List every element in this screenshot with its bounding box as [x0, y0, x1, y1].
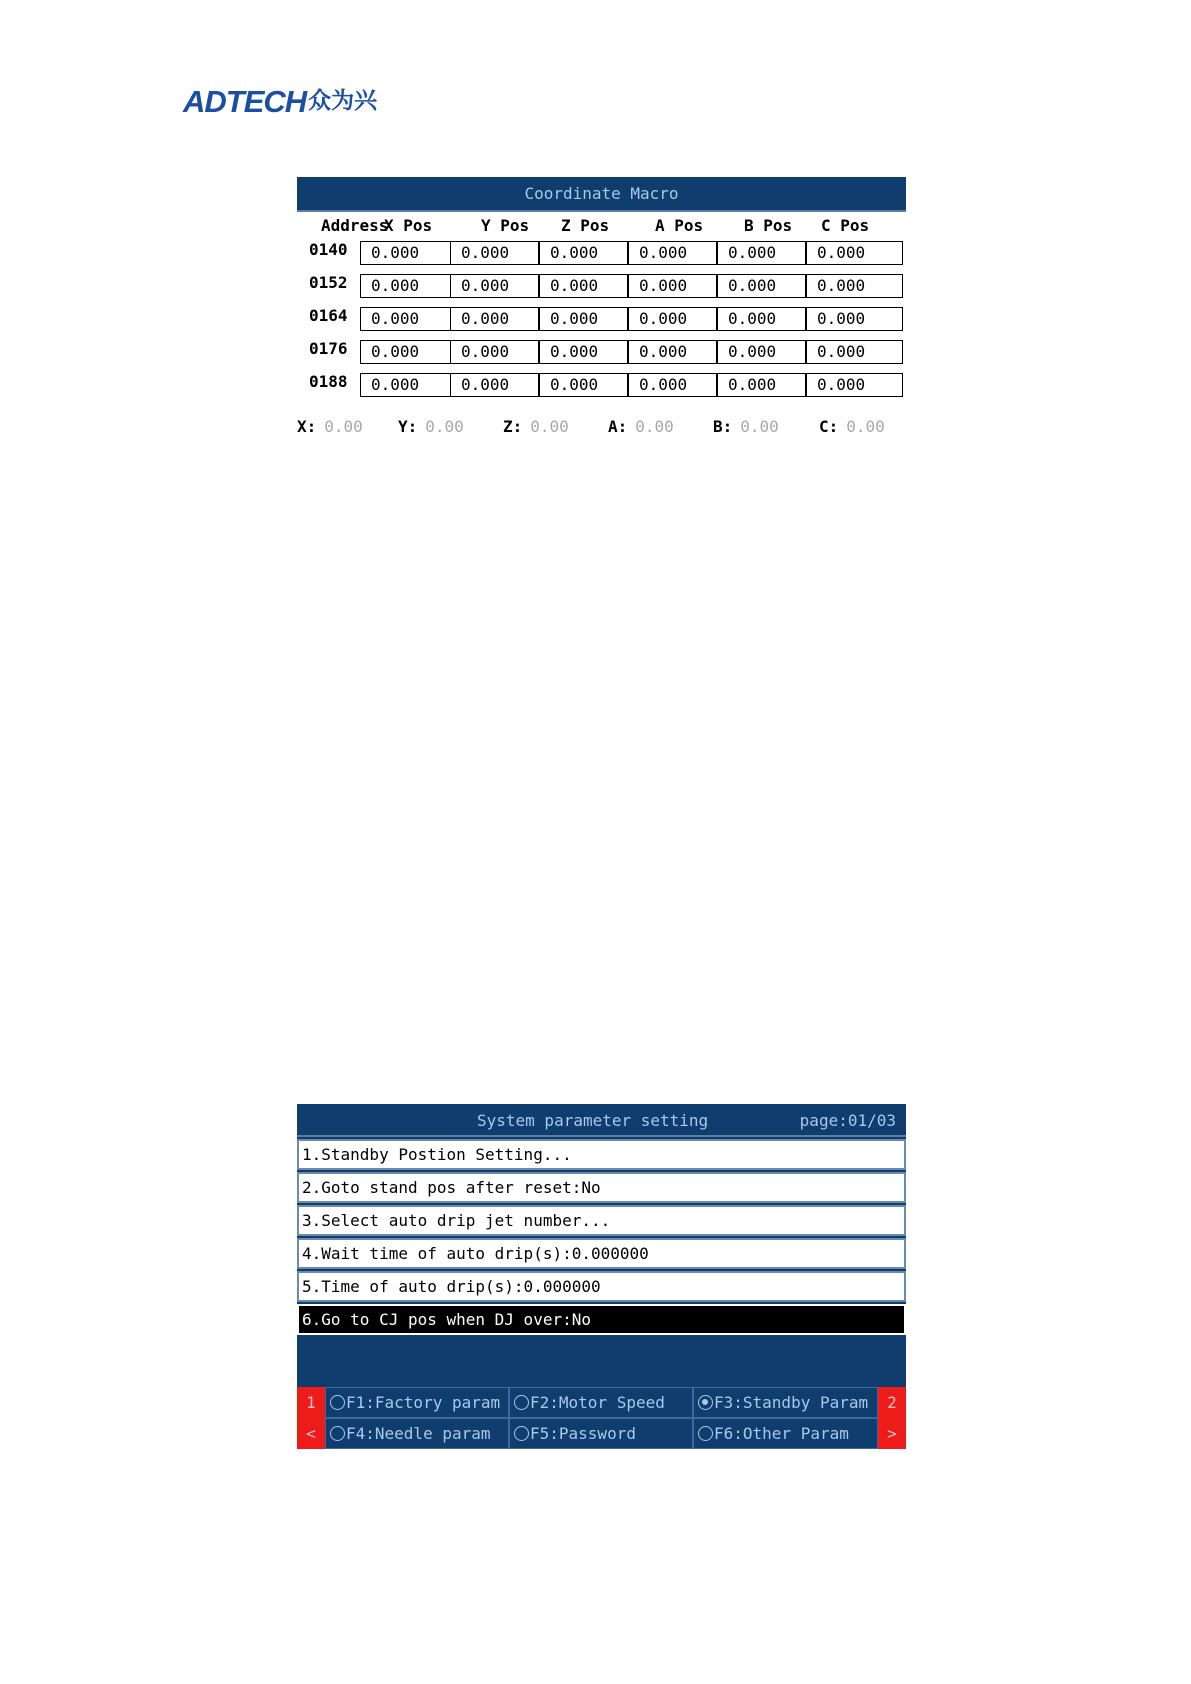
coordinate-input[interactable]: 0.000	[539, 373, 628, 397]
coordinate-input[interactable]: 0.000	[806, 274, 903, 298]
axis-label: X:	[297, 417, 317, 436]
axis-readout	[503, 417, 569, 437]
logo-wordmark: ADTECH	[183, 84, 307, 119]
coordinate-input[interactable]: 0.000	[628, 373, 717, 397]
axis-value: 0.00	[846, 417, 885, 436]
coordinate-input[interactable]: 0.000	[360, 307, 456, 331]
logo-cjk-mark: 众为兴	[308, 88, 378, 114]
function-key-button[interactable]	[693, 1418, 878, 1449]
coordinate-input[interactable]: 0.000	[539, 307, 628, 331]
coordinate-input[interactable]: 0.000	[628, 307, 717, 331]
axis-readout	[608, 417, 674, 437]
function-key-button[interactable]	[693, 1387, 878, 1418]
row-address: 0164	[309, 306, 348, 325]
next-page-button[interactable]: >	[878, 1418, 906, 1449]
coordinate-input[interactable]: 0.000	[539, 241, 628, 265]
function-key-button[interactable]	[509, 1387, 693, 1418]
axis-label: C:	[819, 417, 839, 436]
adtech-logo	[183, 86, 377, 117]
parameter-item[interactable]: 6.Go to CJ pos when DJ over:No	[297, 1304, 906, 1335]
row-address: 0176	[309, 339, 348, 358]
parameter-item[interactable]: 1.Standby Postion Setting...	[297, 1139, 906, 1170]
coordinate-input[interactable]: 0.000	[806, 340, 903, 364]
coordinate-input[interactable]: 0.000	[628, 340, 717, 364]
column-header-a: A Pos	[655, 216, 704, 235]
page-indicator: page:01/03	[799, 1111, 896, 1130]
column-header-z: Z Pos	[561, 216, 610, 235]
coordinate-input[interactable]: 0.000	[360, 373, 456, 397]
function-key-label: F3:Standby Param	[714, 1393, 869, 1412]
radio-unselected-icon	[514, 1426, 529, 1441]
coordinate-input[interactable]: 0.000	[806, 307, 903, 331]
axis-label: B:	[713, 417, 733, 436]
axis-value: 0.00	[425, 417, 464, 436]
axis-readout	[819, 417, 885, 437]
page-number-left: 1	[297, 1387, 325, 1418]
function-key-label: F4:Needle param	[346, 1424, 491, 1443]
system-parameter-title-bar	[297, 1104, 906, 1137]
coordinate-input[interactable]: 0.000	[806, 241, 903, 265]
coordinate-input[interactable]: 0.000	[628, 274, 717, 298]
radio-unselected-icon	[330, 1395, 345, 1410]
coordinate-input[interactable]: 0.000	[628, 241, 717, 265]
coordinate-input[interactable]: 0.000	[450, 307, 539, 331]
coordinate-input[interactable]: 0.000	[450, 241, 539, 265]
function-key-button[interactable]	[325, 1418, 509, 1449]
coordinate-input[interactable]: 0.000	[360, 241, 456, 265]
function-key-label: F1:Factory param	[346, 1393, 501, 1412]
column-header-b: B Pos	[744, 216, 793, 235]
row-address: 0188	[309, 372, 348, 391]
axis-readout	[713, 417, 779, 437]
system-parameter-panel	[297, 1104, 906, 1449]
axis-value: 0.00	[635, 417, 674, 436]
function-key-bar	[297, 1387, 906, 1449]
system-parameter-title: System parameter setting	[477, 1111, 709, 1130]
coordinate-input[interactable]: 0.000	[717, 274, 806, 298]
coordinate-input[interactable]: 0.000	[450, 340, 539, 364]
coordinate-input[interactable]: 0.000	[717, 340, 806, 364]
axis-label: A:	[608, 417, 628, 436]
radio-selected-icon	[698, 1395, 713, 1410]
axis-label: Z:	[503, 417, 523, 436]
axis-readout	[297, 417, 363, 437]
axis-value: 0.00	[740, 417, 779, 436]
row-address: 0140	[309, 240, 348, 259]
function-key-button[interactable]	[509, 1418, 693, 1449]
page-number-right: 2	[878, 1387, 906, 1418]
radio-unselected-icon	[514, 1395, 529, 1410]
column-header-c: C Pos	[821, 216, 870, 235]
row-address: 0152	[309, 273, 348, 292]
parameter-item[interactable]: 2.Goto stand pos after reset:No	[297, 1172, 906, 1203]
coordinate-input[interactable]: 0.000	[450, 274, 539, 298]
coordinate-macro-title: Coordinate Macro	[297, 177, 906, 212]
coordinate-input[interactable]: 0.000	[360, 340, 456, 364]
function-key-label: F5:Password	[530, 1424, 636, 1443]
axis-readout	[398, 417, 464, 437]
function-key-button[interactable]	[325, 1387, 509, 1418]
coordinate-input[interactable]: 0.000	[717, 307, 806, 331]
coordinate-input[interactable]: 0.000	[717, 241, 806, 265]
coordinate-input[interactable]: 0.000	[539, 274, 628, 298]
coordinate-macro-panel	[297, 177, 906, 442]
axis-value: 0.00	[530, 417, 569, 436]
prev-page-button[interactable]: <	[297, 1418, 325, 1449]
column-header-x: X Pos	[384, 216, 433, 235]
coordinate-input[interactable]: 0.000	[360, 274, 456, 298]
axis-value: 0.00	[324, 417, 363, 436]
function-key-label: F6:Other Param	[714, 1424, 849, 1443]
coordinate-input[interactable]: 0.000	[717, 373, 806, 397]
parameter-item[interactable]: 4.Wait time of auto drip(s):0.000000	[297, 1238, 906, 1269]
radio-unselected-icon	[698, 1426, 713, 1441]
parameter-item[interactable]: 3.Select auto drip jet number...	[297, 1205, 906, 1236]
coordinate-input[interactable]: 0.000	[539, 340, 628, 364]
parameter-item[interactable]: 5.Time of auto drip(s):0.000000	[297, 1271, 906, 1302]
coordinate-input[interactable]: 0.000	[450, 373, 539, 397]
function-key-label: F2:Motor Speed	[530, 1393, 665, 1412]
radio-unselected-icon	[330, 1426, 345, 1441]
axis-label: Y:	[398, 417, 418, 436]
coordinate-input[interactable]: 0.000	[806, 373, 903, 397]
column-header-address: Address	[321, 216, 389, 235]
column-header-y: Y Pos	[481, 216, 530, 235]
